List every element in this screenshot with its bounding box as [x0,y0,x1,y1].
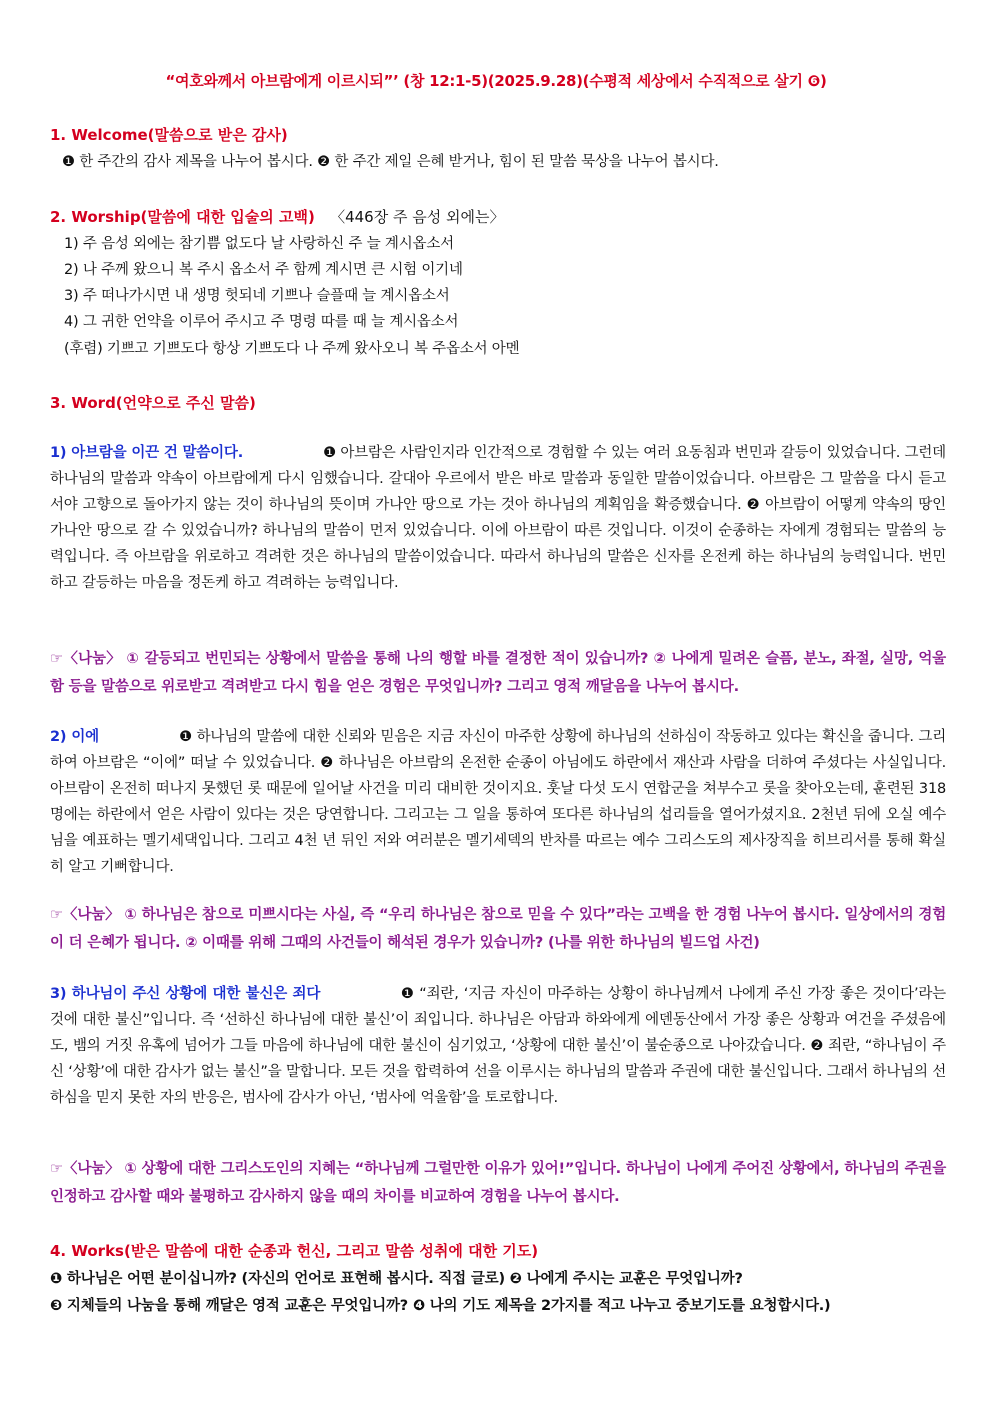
word-point-2 [50,724,946,880]
section-welcome-text: ❶ 한 주간의 감사 제목을 나누어 봅시다. ❷ 한 주간 제일 은혜 받거나, 힘이 된 말씀 묵상을 나누어 봅시다. [62,154,719,170]
word-point-1-title: 1) 아브람을 이끈 건 말씀이다. [50,445,244,461]
word-point-1-body: ❶ 아브람은 사람인지라 인간적으로 경험할 수 있는 여러 요동침과 번민과 갈등이 있었습니다. 그런데 하나님의 말씀과 약속이 아브람에게 다시 임했습니다. 갈대아 우르에서 받은 바로 말씀과 동일한 말씀이었습니다. 아브람은 그 말씀을 다시 듣고서야 고향으로 돌아가지 않는 것이 하나님의 뜻이며 가나안 땅으로 가는 것아 하나님의 계획임을 확증했습니다. ❷ 아브람이 어떻게 약속의 땅인 가나안 땅으로 갈 수 있었습니까? 하나님의 말씀이 먼저 있었습니다. 이에 아브람이 따른 것입니다. 이것이 순종하는 자에게 경험되는 말씀의 능력입니다. 즉 아브람을 위로하고 격려한 것은 하나님의 말씀이었습니다. 따라서 하나님의 말씀은 신자를 온전케 하는 하나님의 능력입니다. 번민하고 갈등하는 마음을 정돈케 하고 격려하는 능력입니다. [50,445,946,591]
share-question-1: ☞〈나눔〉 ① 갈등되고 번민되는 상황에서 말씀을 통해 나의 행할 바를 결정한 적이 있습니까? ② 나에게 밀려온 슬픔, 분노, 좌절, 실망, 억울함 등을 말씀으로 위로받고 격려받고 다시 힘을 얻은 경험은 무엇입니까? 그리고 영적 깨달음을 나누어 봅시다. [50,651,946,695]
word-point-1 [50,440,946,596]
word-point-3-title: 3) 하나님이 주신 상황에 대한 불신은 죄다 [50,986,321,1002]
section-word-heading: 3. Word(언약으로 주신 말씀) [50,394,256,412]
section-worship-heading [50,206,504,227]
section-works-heading: 4. Works(받은 말씀에 대한 순종과 헌신, 그리고 말씀 성취에 대한 기도) [50,1242,539,1260]
hymn-title: 〈446장 주 음성 외에는〉 [330,208,505,226]
hymn-chorus: (후렴) 기쁘고 기쁘도다 항상 기쁘도다 나 주께 왔사오니 복 주옵소서 아멘 [64,341,520,357]
share-question-2: ☞〈나눔〉 ① 하나님은 참으로 미쁘시다는 사실, 즉 “우리 하나님은 참으로 믿을 수 있다”라는 고백을 한 경험 나누어 봅시다. 일상에서의 경험이 더 은혜가 됩니다. ② 이때를 위해 그때의 사건들이 해석된 경우가 있습니까? (나를 위한 하나님의 빌드업 사건) [50,907,946,951]
hymn-verse-2: 2) 나 주께 왔으니 복 주시 옵소서 주 함께 계시면 큰 시험 이기네 [64,262,463,278]
word-point-2-body: ❶ 하나님의 말씀에 대한 신뢰와 믿음은 지금 자신이 마주한 상황에 하나님의 선하심이 작동하고 있다는 확신을 줍니다. 그리하여 아브람은 “이에” 떠날 수 있었습니다. ❷ 하나님은 아브람의 온전한 순종이 아님에도 하란에서 재산과 사람을 더하여 주셨다는 사실입니다. 아브람이 온전히 떠나지 못했던 롯 때문에 일어날 사건을 미리 대비한 것이지요. 훗날 다섯 도시 연합군을 쳐부수고 롯을 찾아오는데, 훈련된 318명에는 하란에서 얻은 사람이 있다는 것은 당연합니다. 그리고는 그 일을 통하여 또다른 하나님의 섭리들을 열어가셨지요. 2천년 뒤에 오실 예수님을 예표하는 멜기세댁입니다. 그리고 4천 년 뒤인 저와 여러분은 멜기세덱의 반차를 따르는 예수 그리스도의 제사장직을 히브리서를 통해 확실히 알고 기뻐합니다. [50,729,946,875]
page-title: “여호와께서 아브람에게 이르시되”’ (창 12:1-5)(2025.9.28)(수평적 세상에서 수직적으로 살기 ❻) [165,72,827,90]
word-point-3-body: ❶ “죄란, ‘지금 자신이 마주하는 상황이 하나님께서 나에게 주신 가장 좋은 것이다’라는 것에 대한 불신”입니다. 즉 ‘선하신 하나님에 대한 불신’이 죄입니다. 하나님은 아담과 하와에게 에덴동산에서 가장 좋은 상황과 여건을 주셨음에도, 뱀의 거짓 유혹에 넘어가 그들 마음에 하나님에 대한 불신이 심기었고, ‘상황에 대한 불신’이 불순종으로 나아갔습니다. ❷ 죄란, “하나님이 주신 ‘상황’에 대한 감사가 없는 불신”을 말합니다. 모든 것을 합력하여 선을 이루시는 하나님의 말씀과 주권에 대한 불신입니다. 그래서 하나님의 선하심을 믿지 못한 자의 반응은, 범사에 감사가 아닌, ‘범사에 억울함’을 토로합니다. [50,986,946,1106]
word-point-3 [50,981,946,1111]
word-point-2-title: 2) 이에 [50,729,99,745]
hymn-verse-3: 3) 주 떠나가시면 내 생명 헛되네 기쁘나 슬플때 늘 계시옵소서 [64,288,450,304]
worship-heading-label: 2. Worship(말씀에 대한 입술의 고백) [50,208,315,226]
section-welcome-heading: 1. Welcome(말씀으로 받은 감사) [50,126,288,144]
hymn-verse-4: 4) 그 귀한 언약을 이루어 주시고 주 명령 따를 때 늘 계시옵소서 [64,314,459,330]
works-questions-2: ❸ 지체들의 나눔을 통해 깨달은 영적 교훈은 무엇입니까? ❹ 나의 기도 제목을 2가지를 적고 나누고 중보기도를 요청합시다.) [50,1298,831,1314]
share-question-3: ☞〈나눔〉 ① 상황에 대한 그리스도인의 지혜는 “하나님께 그럴만한 이유가 있어!”입니다. 하나님이 나에게 주어진 상황에서, 하나님의 주권을 인정하고 감사할 때와 불평하고 감사하지 않을 때의 차이를 비교하여 경험을 나누어 봅시다. [50,1161,946,1205]
hymn-verse-1: 1) 주 음성 외에는 참기쁨 없도다 날 사랑하신 주 늘 계시옵소서 [64,236,454,252]
works-questions-1: ❶ 하나님은 어떤 분이십니까? (자신의 언어로 표현해 봅시다. 직접 글로) ❷ 나에게 주시는 교훈은 무엇입니까? [50,1271,743,1287]
